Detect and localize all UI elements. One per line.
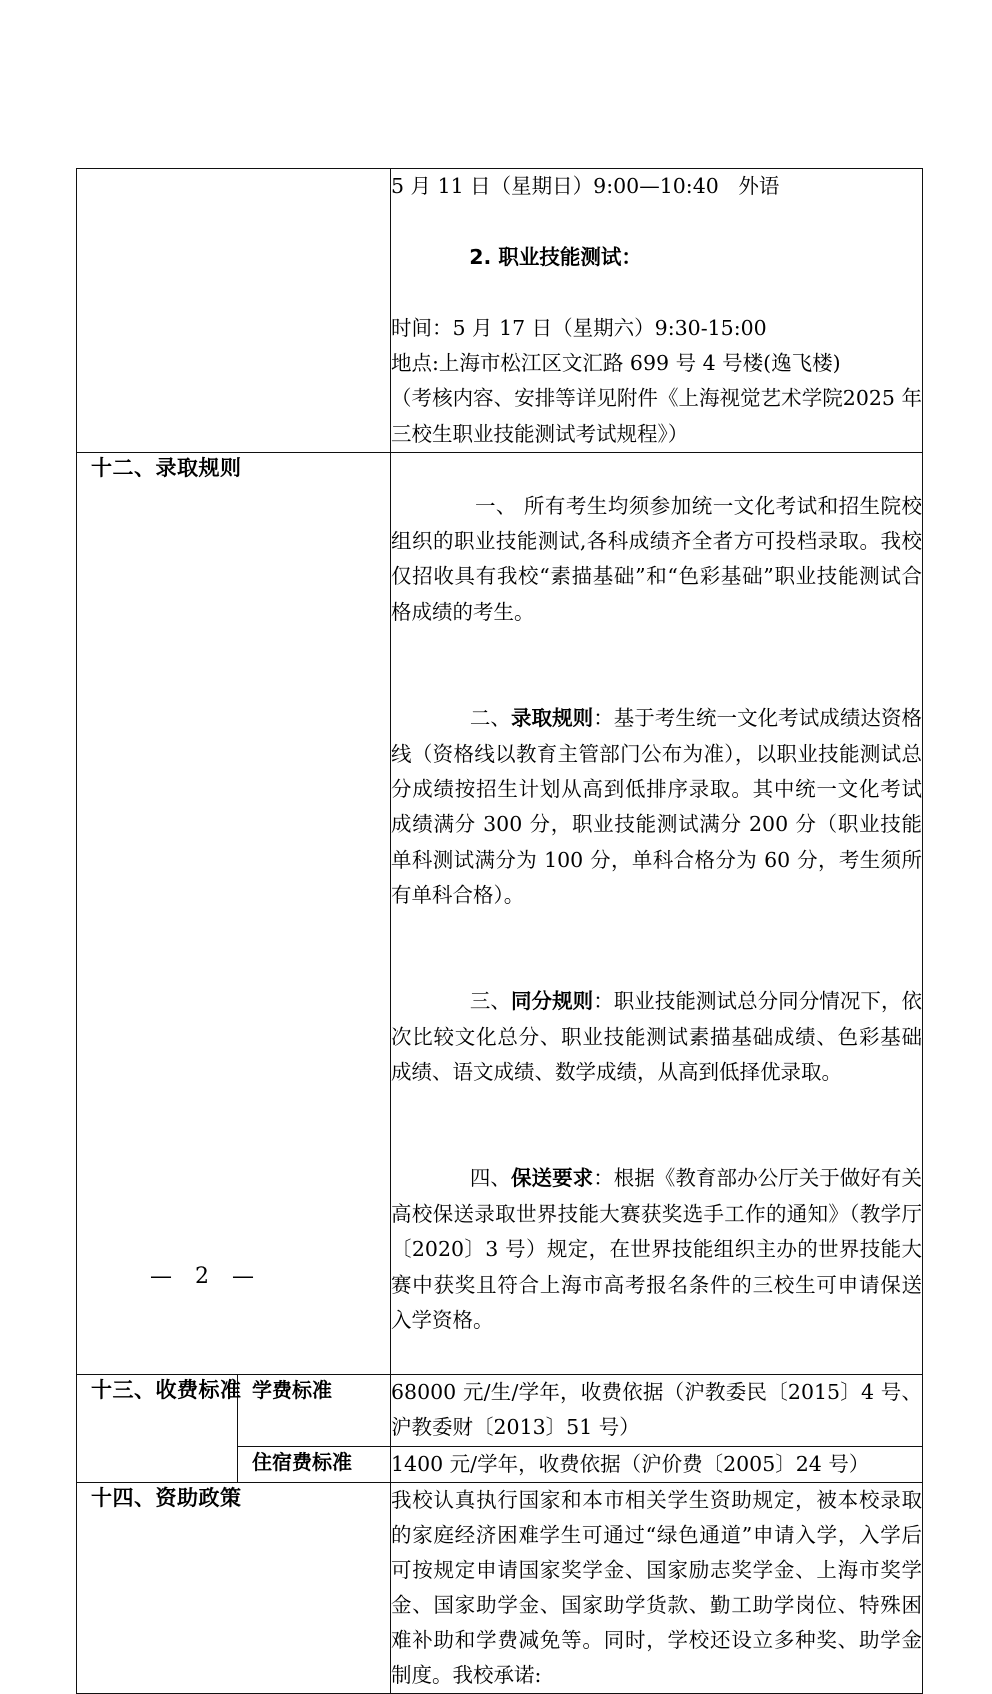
rule-2-number: 二、 [469,706,511,731]
row-label-fee-standard [77,1374,242,1482]
fee-sublabel-accommodation [238,1446,391,1482]
row-label-cell-empty [77,169,391,453]
exam-skill-test-note: （考核内容、安排等详见附件《上海视觉艺术学院2025 年三校生职业技能测试考试规程》） [391,386,922,446]
rule-3-number: 三、 [469,989,511,1014]
aid-policy-body [391,1483,923,1694]
row-label-admission-rules [77,453,391,1375]
aid-policy-value: 我校认真执行国家和本市相关学生资助规定，被本校录取的家庭经济困难学生可通过“绿色通道”申请入学，入学后可按规定申请国家奖学金、国家励志奖学金、上海市奖学金、国家助学金、国家助学货款、勤工助学岗位、特殊困难补助和学费减免等。同时，学校还设立多种奖、助学金制度。我校承诺: [391,1488,922,1688]
aid-policy-label: 十四、资助政策 [91,1486,242,1511]
tuition-standard-value: 68000 元/生/学年，收费依据（沪教委民〔2015〕4 号、沪教委财〔2013〕51 号） [391,1379,922,1440]
table-row [77,169,923,453]
rule-1-text: 所有考生均须参加统一文化考试和招生院校组织的职业技能测试,各科成绩齐全者方可投档录取。我校仅招收具有我校“素描基础”和“色彩基础”职业技能测试合格成绩的考生。 [391,493,923,624]
table-row [77,1483,923,1694]
rule-item-3 [391,949,922,1126]
table-row [77,453,923,1375]
accommodation-standard-label: 住宿费标准 [252,1449,352,1474]
exam-schedule-body [391,169,923,453]
fee-standard-label: 十三、收费标准 [91,1377,242,1402]
exam-line-foreign-language: 5 月 11 日（星期日）9:00—10:40 外语 [391,174,780,198]
rule-2-text: ：基于考生统一文化考试成绩达资格线（资格线以教育主管部门公布为准），以职业技能测试总分成绩按招生计划从高到低排序录取。其中统一文化考试成绩满分 300 分，职业技能测试满分 200 分（职业技能单科测试满分为 100 分，单科合格分为 60 分，考生须所有单科合格）。 [391,706,923,908]
fee-sublabel-tuition [238,1374,391,1446]
accommodation-standard-body [391,1446,923,1482]
rule-3-text: ：职业技能测试总分同分情况下，依次比较文化总分、职业技能测试素描基础成绩、色彩基础成绩、语文成绩、数学成绩，从高到低择优录取。 [391,989,923,1085]
rule-3-title: 同分规则 [510,989,594,1014]
admission-rules-label: 十二、录取规则 [91,456,242,481]
tuition-standard-body [391,1374,923,1446]
rule-1-number: 一、 [474,493,517,518]
accommodation-standard-value: 1400 元/学年，收费依据（沪价费〔2005〕24 号） [391,1451,870,1476]
page-number: — 2 — [150,1264,257,1289]
rule-4-title: 保送要求 [510,1166,594,1191]
rule-item-4 [391,1126,922,1374]
row-label-aid-policy [77,1483,391,1694]
table-row [77,1374,923,1446]
admissions-info-table [76,168,923,1694]
skill-test-title: 2. 职业技能测试： [469,244,642,269]
rule-2-title: 录取规则 [510,706,594,731]
rule-4-text: ：根据《教育部办公厅关于做好有关高校保送录取世界技能大赛获奖选手工作的通知》（教学厅〔2020〕3 号）规定，在世界技能组织主办的世界技能大赛中获奖且符合上海市高考报名条件的三校生可申请保送入学资格。 [391,1166,923,1332]
rule-item-2 [391,666,922,949]
exam-skill-test-heading [391,204,922,310]
tuition-standard-label: 学费标准 [252,1377,332,1402]
exam-skill-test-time: 时间：5 月 17 日（星期六）9:30-15:00 [391,315,767,340]
rule-4-number: 四、 [469,1166,511,1191]
exam-skill-test-location: 地点:上海市松江区文汇路 699 号 4 号楼(逸飞楼) [391,351,841,376]
rule-item-1 [391,453,922,665]
admission-rules-body [391,453,923,1375]
